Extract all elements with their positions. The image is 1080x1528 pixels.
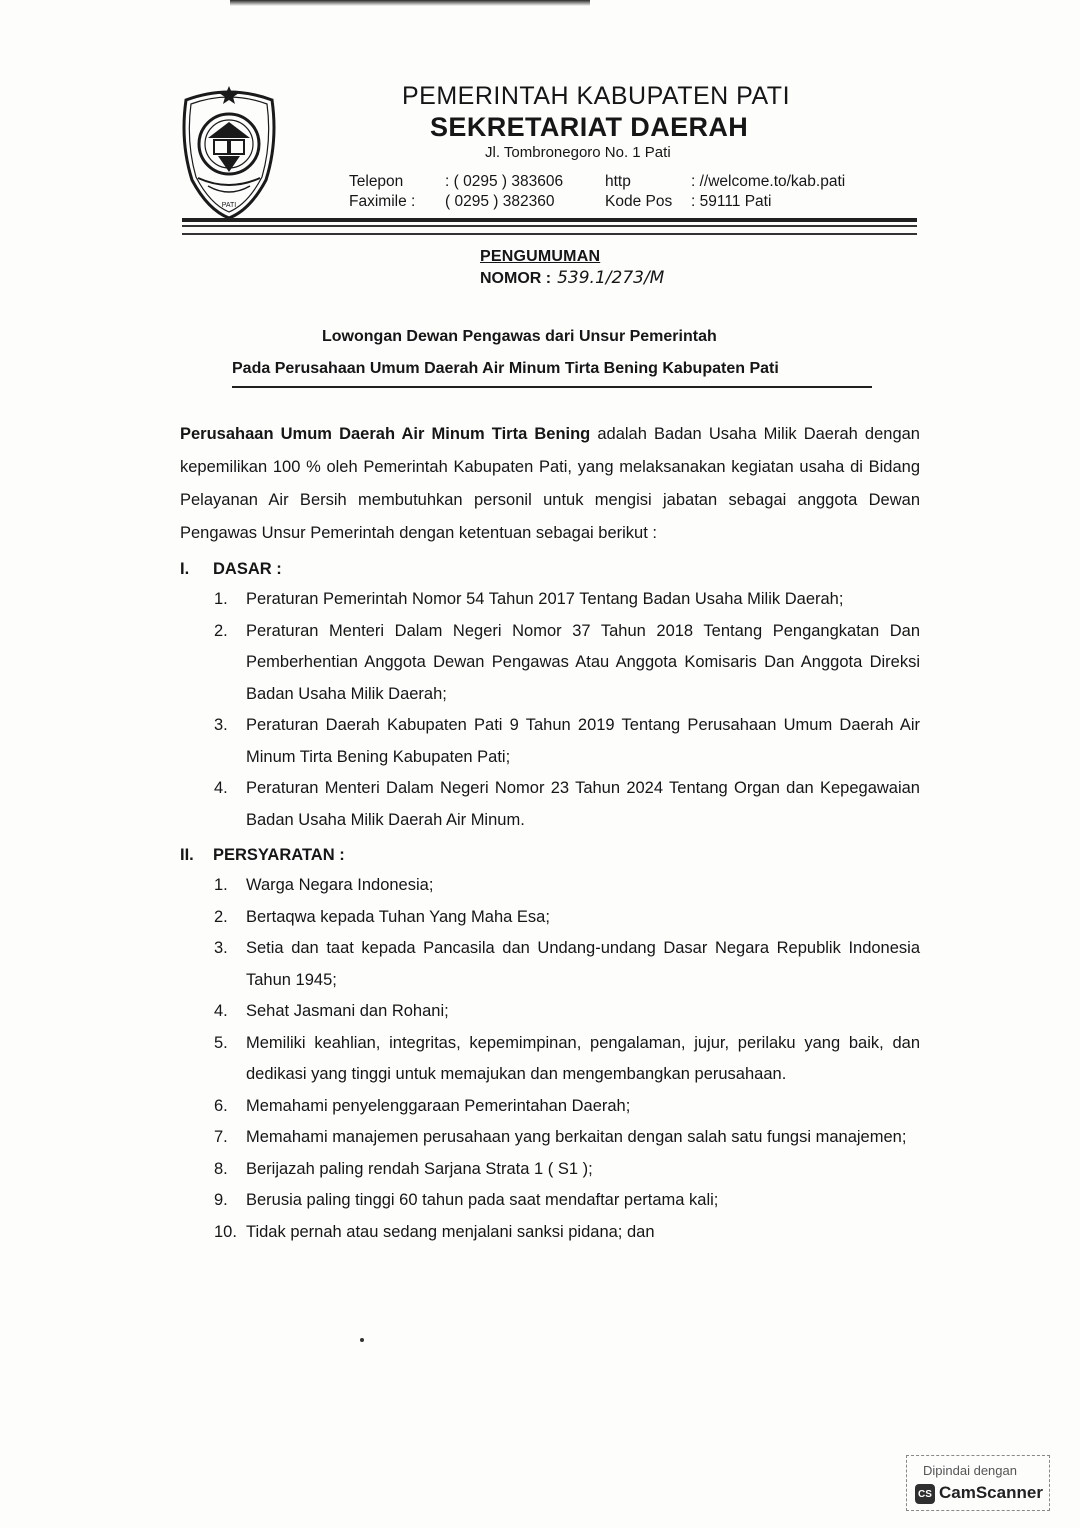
- document-body: [180, 418, 920, 1248]
- item-text: Memiliki keahlian, integritas, kepemimpinan, pengalaman, jujur, perilaku yang baik, dan dedikasi yang tinggi untuk memajukan dan mengembangkan perusahaan.: [246, 1033, 920, 1083]
- item-text: Memahami manajemen perusahaan yang berkaitan dengan salah satu fungsi manajemen;: [246, 1128, 907, 1146]
- office-address: Jl. Tombronegoro No. 1 Pati: [485, 144, 671, 161]
- list-item: [180, 1028, 920, 1091]
- list-item: [180, 1185, 920, 1217]
- item-number: 3.: [214, 716, 228, 734]
- item-number: 4.: [214, 1002, 228, 1020]
- subject-line-1: Lowongan Dewan Pengawas dari Unsur Pemerintah: [322, 328, 717, 345]
- list-item: [180, 1217, 920, 1249]
- scan-edge-shadow: [230, 0, 590, 6]
- section-title: DASAR :: [213, 559, 282, 578]
- section-title: PERSYARATAN :: [213, 845, 345, 864]
- item-number: 8.: [214, 1159, 228, 1178]
- item-number: 1.: [214, 590, 228, 608]
- letterhead-divider: [182, 218, 917, 222]
- intro-paragraph: [180, 418, 920, 550]
- item-text: Peraturan Daerah Kabupaten Pati 9 Tahun 2019 Tentang Perusahaan Umum Daerah Air Minum Tirta Bening Kabupaten Pati;: [246, 716, 920, 766]
- item-text: Berijazah paling rendah Sarjana Strata 1 ( S1 );: [246, 1159, 593, 1178]
- announcement-number: [480, 268, 664, 288]
- list-item: [180, 710, 920, 773]
- letterhead-divider-thin: [182, 225, 917, 227]
- item-number: 7.: [214, 1128, 228, 1146]
- subject-underline: [232, 386, 872, 388]
- fax-label: Faximile :: [349, 193, 416, 210]
- persyaratan-list: [180, 870, 920, 1248]
- item-number: 5.: [214, 1033, 228, 1052]
- list-item: [180, 1122, 920, 1154]
- postal-value: : 59111 Pati: [691, 193, 772, 210]
- intro-company-name: Perusahaan Umum Daerah Air Minum Tirta Bening: [180, 425, 591, 443]
- item-text: Peraturan Menteri Dalam Negeri Nomor 37 Tahun 2018 Tentang Pengangkatan Dan Pemberhentian Anggota Dewan Pengawas Atau Anggota Komisaris Dan Anggota Direksi Badan Usaha Milik Daerah;: [246, 621, 920, 703]
- scan-speck: [360, 1338, 364, 1342]
- subject-line-2: Pada Perusahaan Umum Daerah Air Minum Tirta Bening Kabupaten Pati: [232, 360, 779, 377]
- camscanner-watermark: [906, 1455, 1050, 1511]
- item-number: 2.: [214, 907, 228, 926]
- item-text: Peraturan Menteri Dalam Negeri Nomor 23 Tahun 2024 Tentang Organ dan Kepegawaian Badan Usaha Milik Daerah Air Minum.: [246, 779, 920, 829]
- list-item: [180, 902, 920, 934]
- web-label: http: [605, 173, 631, 190]
- section-dasar: [180, 554, 920, 836]
- list-item: [180, 773, 920, 836]
- contact-block: [349, 172, 845, 212]
- government-name: PEMERINTAH KABUPATEN PATI: [402, 82, 791, 110]
- web-value: : //welcome.to/kab.pati: [691, 173, 846, 190]
- letterhead-divider-thin: [182, 233, 917, 235]
- number-label: NOMOR :: [480, 270, 552, 287]
- dasar-list: [180, 584, 920, 836]
- number-value: 539.1/273/M: [557, 268, 665, 288]
- item-number: 2.: [214, 621, 228, 640]
- item-number: 1.: [214, 876, 228, 894]
- item-number: 3.: [214, 939, 228, 957]
- item-text: Tidak pernah atau sedang menjalani sanksi pidana; dan: [246, 1222, 655, 1241]
- section-persyaratan: [180, 840, 920, 1248]
- item-number: 10.: [214, 1222, 237, 1241]
- office-name: SEKRETARIAT DAERAH: [430, 112, 749, 142]
- announcement-title: PENGUMUMAN: [480, 248, 601, 265]
- item-number: 4.: [214, 779, 228, 797]
- list-item: [180, 1154, 920, 1186]
- section-number: II.: [180, 845, 194, 864]
- fax-value: ( 0295 ) 382360: [445, 193, 555, 210]
- item-text: Warga Negara Indonesia;: [246, 876, 434, 894]
- phone-label: Telepon: [349, 173, 404, 190]
- list-item: [180, 996, 920, 1028]
- item-text: Bertaqwa kepada Tuhan Yang Maha Esa;: [246, 907, 550, 926]
- emblem-caption: PATI: [221, 202, 237, 209]
- item-text: Sehat Jasmani dan Rohani;: [246, 1002, 449, 1020]
- list-item: [180, 584, 920, 616]
- section-number: I.: [180, 559, 190, 578]
- intro-text: adalah Badan Usaha Milik Daerah dengan kepemilikan 100 % oleh Pemerintah Kabupaten Pati, yang melaksanakan kegiatan usaha di Bidang Pelayanan Air Bersih membutuhkan personil untuk mengisi jabatan sebagai anggota Dewan Pengawas Unsur Pemerintah dengan ketentuan sebagai berikut :: [180, 425, 920, 542]
- watermark-label: Dipindai dengan: [923, 1463, 1017, 1478]
- pati-regency-emblem-icon: [178, 82, 280, 222]
- camscanner-logo-icon: CS: [915, 1484, 935, 1504]
- item-number: 9.: [214, 1191, 228, 1209]
- section-heading: [180, 554, 920, 584]
- item-text: Memahami penyelenggaraan Pemerintahan Daerah;: [246, 1096, 631, 1115]
- section-heading: [180, 840, 920, 870]
- phone-value: : ( 0295 ) 383606: [445, 173, 564, 190]
- watermark-brand: CamScanner: [939, 1483, 1043, 1502]
- list-item: [180, 870, 920, 902]
- item-number: 6.: [214, 1096, 228, 1115]
- item-text: Setia dan taat kepada Pancasila dan Undang-undang Dasar Negara Republik Indonesia Tahun 1945;: [246, 939, 920, 989]
- item-text: Berusia paling tinggi 60 tahun pada saat mendaftar pertama kali;: [246, 1191, 719, 1209]
- list-item: [180, 616, 920, 711]
- postal-label: Kode Pos: [605, 193, 673, 210]
- list-item: [180, 933, 920, 996]
- item-text: Peraturan Pemerintah Nomor 54 Tahun 2017 Tentang Badan Usaha Milik Daerah;: [246, 590, 844, 608]
- list-item: [180, 1091, 920, 1123]
